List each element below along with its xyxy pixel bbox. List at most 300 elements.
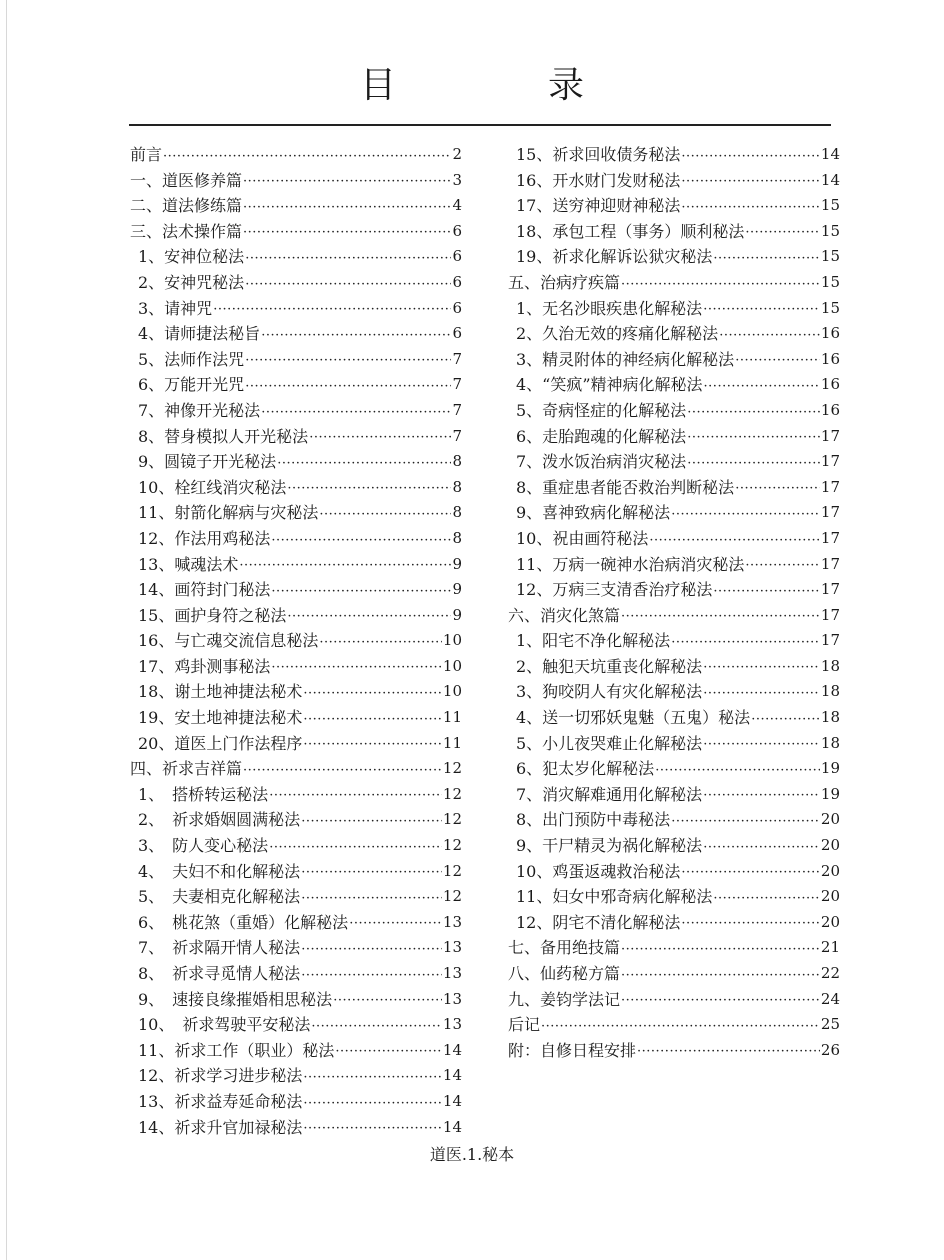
toc-dot-leader (245, 274, 451, 296)
toc-entry-label: 9、干尸精灵为祸化解秘法 (516, 836, 703, 856)
toc-entry-page: 14 (820, 145, 840, 163)
toc-entry-label: 3、 防人变心秘法 (138, 836, 269, 856)
toc-entry-page: 7 (452, 375, 462, 394)
toc-dot-leader (245, 376, 451, 398)
toc-entry-page: 8 (452, 452, 462, 471)
toc-entry-label: 11、万病一碗神水治病消灾秘法 (516, 554, 745, 574)
toc-dot-leader (287, 606, 451, 628)
toc-entry-label: 后记 (508, 1015, 541, 1035)
toc-dot-leader (333, 990, 442, 1012)
toc-entry-page: 11 (442, 708, 462, 727)
toc-dot-leader (703, 657, 820, 679)
toc-entry-page: 3 (452, 170, 462, 189)
toc-entry-label: 4、请师捷法秘旨 (138, 324, 261, 344)
toc-entry-label: 10、栓红线消灾秘法 (138, 477, 287, 497)
toc-entry[interactable] (130, 526, 462, 552)
toc-entry-page: 16 (820, 400, 840, 419)
toc-entry[interactable] (508, 296, 840, 322)
toc-entry-label: 16、与亡魂交流信息秘法 (138, 631, 319, 651)
toc-entry-label: 3、狗咬阴人有灾化解秘法 (516, 682, 703, 702)
toc-entry-page: 17 (820, 528, 840, 547)
toc-dot-leader (301, 965, 442, 987)
toc-entry[interactable] (508, 424, 840, 450)
toc-dot-leader (245, 248, 451, 270)
page-edge (6, 0, 7, 1260)
toc-entry-label: 2、触犯天坑重丧化解秘法 (516, 656, 703, 676)
toc-entry-label: 18、承包工程（事务）顺利秘法 (516, 221, 745, 241)
toc-entry[interactable] (130, 1115, 462, 1141)
toc-entry-label: 7、消灾解难通用化解秘法 (516, 784, 703, 804)
toc-entry-label: 5、奇病怪症的化解秘法 (516, 400, 687, 420)
toc-dot-leader (213, 299, 451, 321)
toc-entry-label: 18、谢土地神捷法秘术 (138, 682, 303, 702)
toc-entry[interactable] (508, 526, 840, 552)
toc-dot-leader (319, 504, 451, 526)
toc-entry-page: 7 (452, 400, 462, 419)
toc-entry-label: 15、祈求回收债务秘法 (516, 145, 681, 164)
toc-entry[interactable] (130, 347, 462, 373)
toc-entry-page: 20 (820, 810, 840, 829)
toc-dot-leader (649, 530, 820, 552)
toc-entry-page: 12 (442, 784, 462, 803)
toc-entry[interactable] (508, 142, 840, 168)
toc-entry-page: 15 (820, 247, 840, 266)
page-title: 目 录 (359, 65, 642, 106)
toc-dot-leader (287, 478, 451, 500)
toc-entry-label: 17、送穷神迎财神秘法 (516, 196, 681, 216)
toc-entry-label: 16、开水财门发财秘法 (516, 170, 681, 190)
toc-entry-page: 15 (820, 196, 840, 215)
toc-entry[interactable] (508, 219, 840, 245)
toc-entry-page: 13 (442, 1015, 462, 1034)
toc-entry-page: 12 (442, 887, 462, 906)
toc-entry-page: 11 (442, 733, 462, 752)
toc-dot-leader (671, 811, 820, 833)
toc-entry[interactable] (508, 1012, 840, 1038)
toc-entry[interactable] (130, 756, 462, 782)
toc-entry[interactable] (130, 1012, 462, 1038)
toc-dot-leader (655, 760, 820, 782)
toc-entry[interactable] (130, 372, 462, 398)
toc-entry[interactable] (508, 193, 840, 219)
toc-entry-label: 六、消灾化煞篇 (508, 605, 621, 625)
toc-entry-label: 15、画护身符之秘法 (138, 605, 287, 625)
toc-dot-leader (269, 785, 442, 807)
toc-dot-leader (703, 683, 820, 705)
toc-entry-label: 1、 搭桥转运秘法 (138, 784, 269, 804)
toc-dot-leader (671, 504, 820, 526)
toc-entry-label: 13、喊魂法术 (138, 554, 239, 574)
toc-entry[interactable] (508, 603, 840, 629)
toc-entry-label: 1、无名沙眼疾患化解秘法 (516, 298, 703, 318)
toc-entry-label: 附：自修日程安排 (508, 1040, 637, 1060)
toc-entry-label: 19、安土地神捷法秘术 (138, 708, 303, 728)
toc-entry[interactable] (130, 168, 462, 194)
toc-entry[interactable] (130, 552, 462, 578)
toc-dot-leader (719, 325, 820, 347)
toc-entry-page: 4 (452, 196, 462, 215)
toc-entry-label: 5、小儿夜哭难止化解秘法 (516, 733, 703, 753)
toc-entry[interactable] (130, 884, 462, 910)
toc-entry-page: 20 (820, 912, 840, 931)
toc-entry[interactable] (130, 705, 462, 731)
toc-entry[interactable] (130, 807, 462, 833)
toc-entry-label: 6、走胎跑魂的化解秘法 (516, 426, 687, 446)
toc-entry-label: 6、万能开光咒 (138, 375, 245, 395)
toc-dot-leader (703, 785, 820, 807)
toc-entry[interactable] (130, 679, 462, 705)
toc-entry[interactable] (508, 705, 840, 731)
toc-entry[interactable] (130, 219, 462, 245)
toc-entry[interactable] (508, 935, 840, 961)
toc-entry-page: 9 (452, 554, 462, 573)
toc-entry-page: 12 (442, 861, 462, 880)
toc-entry-label: 七、备用绝技篇 (508, 938, 621, 958)
toc-entry[interactable] (130, 500, 462, 526)
toc-entry-label: 10、祝由画符秘法 (516, 528, 649, 548)
toc-dot-leader (335, 1041, 442, 1063)
toc-dot-leader (243, 222, 451, 244)
toc-entry-label: 7、泼水饭治病消灾秘法 (516, 452, 687, 472)
toc-entry-page: 22 (820, 964, 840, 982)
toc-entry[interactable] (508, 884, 840, 910)
toc-entry-page: 19 (820, 759, 840, 778)
toc-entry-label: 2、久治无效的疼痛化解秘法 (516, 324, 719, 344)
toc-entry-page: 13 (442, 938, 462, 957)
toc-dot-leader (713, 888, 820, 910)
toc-entry-label: 12、祈求学习进步秘法 (138, 1066, 303, 1086)
toc-dot-leader (163, 146, 451, 168)
toc-entry-page: 17 (820, 426, 840, 445)
toc-entry-page: 18 (820, 682, 840, 701)
toc-dot-leader (271, 581, 451, 603)
toc-dot-leader (621, 274, 820, 296)
toc-entry-label: 8、 祈求寻觅情人秘法 (138, 964, 301, 983)
toc-dot-leader (621, 990, 820, 1012)
toc-entry-label: 2、安神咒秘法 (138, 272, 245, 292)
toc-entry-page: 8 (452, 503, 462, 522)
toc-entry[interactable] (508, 910, 840, 936)
toc-entry[interactable] (130, 603, 462, 629)
toc-entry-label: 9、喜神致病化解秘法 (516, 503, 671, 523)
toc-dot-leader (541, 1016, 820, 1038)
toc-dot-leader (703, 299, 820, 321)
toc-entry-label: 6、 桃花煞（重婚）化解秘法 (138, 912, 349, 932)
toc-dot-leader (713, 248, 820, 270)
toc-dot-leader (349, 913, 442, 935)
toc-entry-page: 12 (442, 836, 462, 855)
toc-dot-leader (681, 913, 820, 935)
toc-dot-leader (271, 657, 442, 679)
toc-right-column (508, 142, 840, 1063)
toc-entry-page: 24 (820, 989, 840, 1008)
toc-entry[interactable] (130, 1063, 462, 1089)
toc-entry-label: 11、妇女中邪奇病化解秘法 (516, 887, 713, 907)
toc-entry-page: 6 (452, 221, 462, 240)
toc-dot-leader (703, 734, 820, 756)
toc-entry-label: 二、道法修练篇 (130, 196, 243, 216)
toc-entry[interactable] (508, 577, 840, 603)
toc-entry-page: 6 (452, 247, 462, 266)
toc-entry-page: 13 (442, 912, 462, 931)
toc-entry[interactable] (508, 347, 840, 373)
toc-entry[interactable] (130, 296, 462, 322)
toc-dot-leader (687, 453, 820, 475)
toc-dot-leader (621, 939, 820, 961)
toc-entry-label: 1、安神位秘法 (138, 247, 245, 267)
toc-entry-page: 8 (452, 477, 462, 496)
toc-entry-page: 18 (820, 656, 840, 675)
toc-entry-page: 17 (820, 580, 840, 599)
toc-entry[interactable] (130, 628, 462, 654)
toc-entry-page: 20 (820, 887, 840, 906)
toc-dot-leader (704, 376, 820, 398)
toc-entry[interactable] (130, 935, 462, 961)
toc-entry-label: 4、送一切邪妖鬼魅（五鬼）秘法 (516, 708, 751, 728)
toc-dot-leader (637, 1041, 820, 1063)
toc-dot-leader (621, 606, 820, 628)
toc-dot-leader (671, 632, 820, 654)
toc-dot-leader (681, 146, 820, 168)
toc-entry-label: 一、道医修养篇 (130, 170, 243, 190)
toc-entry-page: 10 (442, 656, 462, 675)
toc-dot-leader (713, 581, 820, 603)
toc-entry-page: 9 (452, 605, 462, 624)
toc-entry-page: 18 (820, 733, 840, 752)
toc-entry[interactable] (508, 731, 840, 757)
toc-entry[interactable] (508, 782, 840, 808)
toc-entry-label: 12、作法用鸡秘法 (138, 528, 271, 548)
toc-entry-label: 19、祈求化解诉讼狱灾秘法 (516, 247, 713, 267)
toc-entry-label: 2、 祈求婚姻圆满秘法 (138, 810, 301, 830)
toc-entry-page: 16 (820, 349, 840, 368)
toc-entry[interactable] (130, 910, 462, 936)
page-footer: 道医.1.秘本 (429, 1145, 515, 1164)
toc-dot-leader (271, 530, 451, 552)
toc-entry-label: 3、请神咒 (138, 298, 213, 318)
toc-entry[interactable] (508, 833, 840, 859)
toc-entry-page: 12 (442, 810, 462, 829)
toc-entry-label: 1、阳宅不净化解秘法 (516, 631, 671, 651)
toc-entry-label: 11、射箭化解病与灾秘法 (138, 503, 319, 523)
toc-entry[interactable] (508, 1038, 840, 1064)
toc-dot-leader (243, 197, 451, 219)
toc-entry[interactable] (130, 833, 462, 859)
toc-entry[interactable] (130, 1038, 462, 1064)
toc-dot-leader (621, 965, 820, 987)
toc-entry-label: 八、仙药秘方篇 (508, 964, 621, 983)
toc-entry-page: 15 (820, 221, 840, 240)
toc-entry-label: 三、法术操作篇 (130, 221, 243, 241)
toc-entry[interactable] (130, 577, 462, 603)
toc-dot-leader (681, 197, 820, 219)
toc-entry-label: 前言 (130, 145, 163, 164)
toc-entry[interactable] (508, 398, 840, 424)
toc-entry[interactable] (130, 142, 462, 168)
toc-entry[interactable] (508, 321, 840, 347)
toc-entry-page: 14 (442, 1066, 462, 1085)
toc-entry-page: 26 (820, 1040, 840, 1059)
toc-entry[interactable] (130, 782, 462, 808)
toc-entry[interactable] (508, 961, 840, 987)
toc-entry-page: 17 (820, 452, 840, 471)
toc-entry-page: 16 (820, 324, 840, 343)
toc-entry[interactable] (508, 756, 840, 782)
toc-dot-leader (303, 1093, 442, 1115)
toc-dot-leader (311, 1016, 442, 1038)
toc-entry[interactable] (130, 424, 462, 450)
toc-dot-leader (687, 427, 820, 449)
toc-entry-page: 6 (452, 272, 462, 291)
toc-dot-leader (261, 402, 451, 424)
toc-entry[interactable] (508, 168, 840, 194)
toc-entry-label: 6、犯太岁化解秘法 (516, 759, 655, 779)
toc-entry-page: 20 (820, 836, 840, 855)
toc-entry[interactable] (130, 859, 462, 885)
toc-entry[interactable] (508, 987, 840, 1013)
toc-entry[interactable] (508, 807, 840, 833)
toc-entry-label: 4、 夫妇不和化解秘法 (138, 861, 301, 881)
toc-entry-page: 7 (452, 349, 462, 368)
toc-entry-label: 17、鸡卦测事秘法 (138, 656, 271, 676)
toc-dot-leader (277, 453, 451, 475)
toc-entry[interactable] (508, 244, 840, 270)
toc-entry-label: 10、 祈求驾驶平安秘法 (138, 1015, 311, 1035)
toc-entry-label: 11、祈求工作（职业）秘法 (138, 1040, 335, 1060)
toc-dot-leader (239, 555, 451, 577)
toc-entry-page: 14 (442, 1117, 462, 1136)
toc-entry-label: 10、鸡蛋返魂救治秘法 (516, 861, 681, 881)
toc-entry[interactable] (130, 270, 462, 296)
toc-entry-page: 12 (442, 759, 462, 778)
toc-entry-page: 13 (442, 964, 462, 982)
toc-entry-page: 14 (442, 1040, 462, 1059)
title-divider (129, 124, 831, 126)
toc-entry-label: 五、治病疗疾篇 (508, 272, 621, 292)
toc-dot-leader (301, 939, 442, 961)
toc-entry-label: 4、“笑疯”精神病化解秘法 (516, 375, 703, 395)
toc-entry-page: 17 (820, 631, 840, 650)
toc-dot-leader (687, 402, 820, 424)
toc-dot-leader (243, 760, 442, 782)
toc-entry-page: 18 (820, 708, 840, 727)
toc-entry-label: 12、万病三支清香治疗秘法 (516, 580, 713, 600)
toc-entry-page: 19 (820, 784, 840, 803)
toc-entry-page: 17 (820, 605, 840, 624)
toc-entry[interactable] (508, 475, 840, 501)
toc-dot-leader (681, 171, 820, 193)
toc-dot-leader (735, 350, 820, 372)
toc-entry-page: 8 (452, 528, 462, 547)
toc-entry[interactable] (508, 500, 840, 526)
toc-entry[interactable] (130, 321, 462, 347)
toc-entry[interactable] (130, 449, 462, 475)
toc-entry-label: 14、祈求升官加禄秘法 (138, 1117, 303, 1137)
toc-entry-label: 9、 速接良缘摧婚相思秘法 (138, 989, 333, 1009)
toc-entry[interactable] (130, 961, 462, 987)
toc-entry[interactable] (130, 475, 462, 501)
toc-entry-page: 6 (452, 324, 462, 343)
toc-entry-label: 12、阴宅不清化解秘法 (516, 912, 681, 932)
toc-entry-page: 10 (442, 682, 462, 701)
toc-entry-page: 2 (452, 145, 462, 163)
toc-entry-label: 8、重症患者能否救治判断秘法 (516, 477, 735, 497)
toc-entry-page: 9 (452, 580, 462, 599)
toc-entry[interactable] (130, 654, 462, 680)
toc-dot-leader (245, 350, 451, 372)
toc-dot-leader (745, 555, 820, 577)
toc-entry[interactable] (130, 731, 462, 757)
toc-entry[interactable] (508, 679, 840, 705)
toc-entry-label: 四、祈求吉祥篇 (130, 759, 243, 779)
toc-entry[interactable] (508, 654, 840, 680)
toc-dot-leader (303, 734, 442, 756)
toc-entry[interactable] (508, 859, 840, 885)
toc-dot-leader (303, 683, 442, 705)
toc-entry-page: 15 (820, 298, 840, 317)
toc-entry[interactable] (508, 628, 840, 654)
toc-entry-page: 14 (442, 1091, 462, 1110)
toc-entry-label: 14、画符封门秘法 (138, 580, 271, 600)
toc-entry-page: 17 (820, 503, 840, 522)
toc-left-column (130, 142, 462, 1140)
toc-entry-label: 8、出门预防中毒秘法 (516, 810, 671, 830)
toc-dot-leader (703, 837, 820, 859)
toc-entry-label: 5、 夫妻相克化解秘法 (138, 887, 301, 907)
toc-entry[interactable] (508, 552, 840, 578)
toc-entry[interactable] (130, 398, 462, 424)
toc-dot-leader (303, 1118, 442, 1140)
toc-entry[interactable] (130, 193, 462, 219)
toc-dot-leader (269, 837, 442, 859)
toc-entry-page: 25 (820, 1015, 840, 1034)
toc-entry-label: 九、姜钧学法记 (508, 989, 621, 1009)
toc-entry-page: 13 (442, 989, 462, 1008)
toc-entry[interactable] (130, 1089, 462, 1115)
toc-entry-label: 5、法师作法咒 (138, 349, 245, 369)
toc-dot-leader (319, 632, 442, 654)
toc-entry-label: 3、精灵附体的神经病化解秘法 (516, 349, 735, 369)
toc-entry[interactable] (130, 987, 462, 1013)
toc-dot-leader (681, 862, 820, 884)
toc-entry[interactable] (508, 449, 840, 475)
toc-dot-leader (303, 1067, 442, 1089)
toc-entry-page: 10 (442, 631, 462, 650)
toc-entry[interactable] (130, 244, 462, 270)
toc-entry-page: 17 (820, 554, 840, 573)
toc-dot-leader (303, 709, 442, 731)
toc-dot-leader (309, 427, 451, 449)
toc-dot-leader (301, 888, 442, 910)
toc-dot-leader (261, 325, 451, 347)
toc-entry-page: 16 (820, 375, 840, 394)
toc-entry-page: 20 (820, 861, 840, 880)
toc-dot-leader (735, 478, 820, 500)
toc-dot-leader (301, 862, 442, 884)
toc-entry[interactable] (508, 270, 840, 296)
toc-entry-page: 14 (820, 170, 840, 189)
toc-entry-label: 13、祈求益寿延命秘法 (138, 1091, 303, 1111)
toc-entry-page: 15 (820, 272, 840, 291)
toc-entry-page: 17 (820, 477, 840, 496)
toc-entry-page: 21 (820, 938, 840, 957)
toc-entry-label: 7、 祈求隔开情人秘法 (138, 938, 301, 958)
toc-entry-label: 9、圆镜子开光秘法 (138, 452, 277, 472)
toc-entry[interactable] (508, 372, 840, 398)
toc-entry-page: 7 (452, 426, 462, 445)
toc-dot-leader (751, 709, 820, 731)
toc-dot-leader (745, 222, 820, 244)
